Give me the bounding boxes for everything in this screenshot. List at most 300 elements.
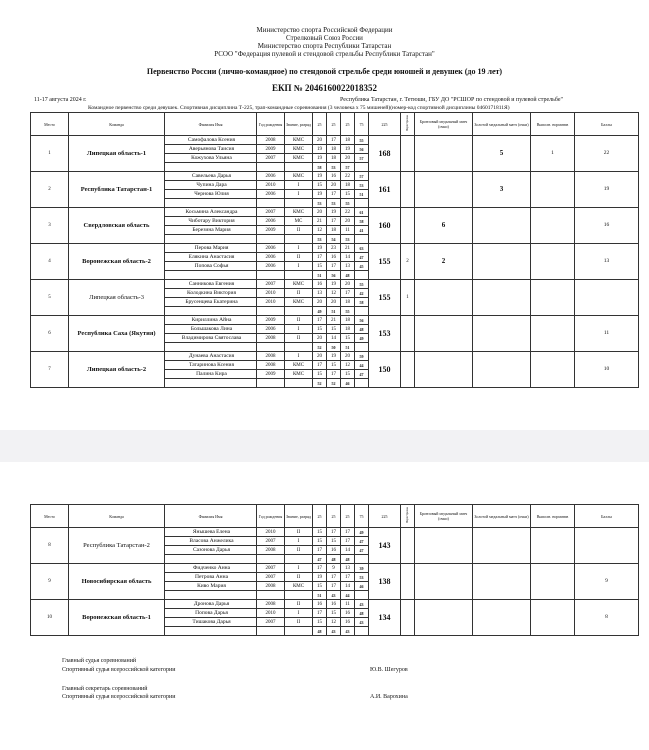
bronze-match-score <box>415 280 473 316</box>
series-2-sum: 53 <box>327 163 341 172</box>
series-1-score: 20 <box>313 334 327 343</box>
gold-match-score <box>473 600 531 636</box>
series-3-sum: 46 <box>341 379 355 388</box>
series-2-sum: 43 <box>327 591 341 600</box>
athlete-year: 2008 <box>257 334 285 343</box>
competition-title: Первенство России (лично-командное) по стендовой стрельбе среди юношей и девушек (до 19 лет) <box>146 67 503 76</box>
athlete-name: Чиботару Виктория <box>165 217 257 226</box>
col-series-1: 25 <box>313 113 327 136</box>
athlete-total-75: 51 <box>355 190 369 199</box>
series-2-score: 9 <box>327 564 341 573</box>
athlete-name: Палина Кира <box>165 370 257 379</box>
empty-cell <box>257 307 285 316</box>
empty-cell <box>257 555 285 564</box>
athlete-year: 2007 <box>257 618 285 627</box>
series-1-score: 20 <box>313 136 327 145</box>
col-bronze-match: Бронзовый медальный матч (очки) <box>415 505 473 528</box>
series-1-score: 17 <box>313 316 327 325</box>
series-3-score: 19 <box>341 145 355 154</box>
series-1-score: 12 <box>313 226 327 235</box>
shootoff-value: 1 <box>401 280 415 316</box>
empty-cell <box>165 591 257 600</box>
athlete-total-75: 47 <box>355 537 369 546</box>
series-1-sum: 52 <box>313 343 327 352</box>
empty-cell <box>355 627 369 636</box>
athlete-total-75: 56 <box>355 316 369 325</box>
athlete-name: Сазонова Дарья <box>165 546 257 555</box>
series-2-score: 18 <box>327 154 341 163</box>
series-3-score: 20 <box>341 217 355 226</box>
athlete-rank: I <box>285 190 313 199</box>
athlete-row <box>31 208 639 217</box>
chief-judge-category: Спортивный судья всероссийской категории <box>62 667 176 673</box>
athlete-total-75: 47 <box>355 370 369 379</box>
athlete-total-75: 49 <box>355 528 369 537</box>
series-1-score: 15 <box>313 537 327 546</box>
series-2-score: 17 <box>327 370 341 379</box>
col-place: Место <box>31 113 69 136</box>
gold-match-score <box>473 280 531 316</box>
team-name: Республика Татарстан-2 <box>69 528 165 564</box>
header-line-3: Министерство спорта Республики Татарстан <box>257 42 392 50</box>
athlete-year: 2007 <box>257 280 285 289</box>
athlete-name: Тишакова Дарья <box>165 618 257 627</box>
series-3-score: 15 <box>341 370 355 379</box>
athlete-row <box>31 316 639 325</box>
bronze-match-score <box>415 600 473 636</box>
col-series-2: 25 <box>327 505 341 528</box>
series-2-sum: 53 <box>327 199 341 208</box>
athlete-name: Фидченко Анна <box>165 564 257 573</box>
series-1-score: 20 <box>313 208 327 217</box>
series-1-score: 19 <box>313 154 327 163</box>
athlete-rank: КМС <box>285 370 313 379</box>
series-3-score: 18 <box>341 181 355 190</box>
gold-match-score: 3 <box>473 172 531 208</box>
chief-judge-title: Главный судья соревнований <box>62 658 137 664</box>
col-series-3: 25 <box>341 113 355 136</box>
athlete-rank: II <box>285 600 313 609</box>
team-points <box>575 528 639 564</box>
empty-cell <box>257 271 285 280</box>
athlete-name: Березина Мария <box>165 226 257 235</box>
series-2-score: 12 <box>327 618 341 627</box>
col-points: Баллы <box>575 505 639 528</box>
bronze-match-score <box>415 528 473 564</box>
series-1-score: 15 <box>313 618 327 627</box>
athlete-rank: II <box>285 546 313 555</box>
athlete-rank: I <box>285 244 313 253</box>
series-2-sum: 43 <box>327 627 341 636</box>
series-2-score: 17 <box>327 262 341 271</box>
series-2-score: 16 <box>327 253 341 262</box>
series-1-score: 15 <box>313 370 327 379</box>
series-2-score: 17 <box>327 136 341 145</box>
team-place: 10 <box>31 600 69 636</box>
athlete-rank: II <box>285 334 313 343</box>
norm-value <box>531 564 575 600</box>
athlete-year: 2006 <box>257 262 285 271</box>
athlete-year: 2010 <box>257 181 285 190</box>
athlete-name: Власова Анжелика <box>165 537 257 546</box>
norm-value <box>531 352 575 388</box>
series-1-score: 20 <box>313 298 327 307</box>
gold-match-score: 5 <box>473 136 531 172</box>
athlete-name: Попова Дарья <box>165 609 257 618</box>
series-2-score: 16 <box>327 546 341 555</box>
series-1-score: 16 <box>313 280 327 289</box>
col-norm: Выполн. норматив <box>531 113 575 136</box>
athlete-rank: II <box>285 289 313 298</box>
empty-cell <box>165 343 257 352</box>
series-2-score: 16 <box>327 600 341 609</box>
empty-cell <box>285 307 313 316</box>
athlete-rank: КМС <box>285 172 313 181</box>
series-3-sum: 55 <box>341 307 355 316</box>
bronze-match-score: 6 <box>415 208 473 244</box>
series-3-sum: 48 <box>341 271 355 280</box>
empty-cell <box>165 307 257 316</box>
athlete-year: 2006 <box>257 217 285 226</box>
series-2-score: 19 <box>327 352 341 361</box>
series-2-score: 17 <box>327 217 341 226</box>
series-2-sum: 56 <box>327 271 341 280</box>
series-2-score: 17 <box>327 190 341 199</box>
athlete-total-75: 46 <box>355 582 369 591</box>
series-3-score: 22 <box>341 172 355 181</box>
shootoff-value <box>401 528 415 564</box>
col-total-225: 225 <box>369 505 401 528</box>
series-1-score: 19 <box>313 145 327 154</box>
athlete-rank: I <box>285 181 313 190</box>
athlete-total-75: 58 <box>355 217 369 226</box>
athlete-name: Киво Мария <box>165 582 257 591</box>
col-team: Команда <box>69 505 165 528</box>
athlete-year: 2010 <box>257 289 285 298</box>
shootoff-value <box>401 600 415 636</box>
series-1-score: 17 <box>313 546 327 555</box>
col-series-1: 25 <box>313 505 327 528</box>
bronze-match-score <box>415 564 473 600</box>
competition-dates: 11-17 августа 2024 г. <box>34 97 87 103</box>
athlete-year: 2008 <box>257 546 285 555</box>
empty-cell <box>285 343 313 352</box>
athlete-name: Дронова Дарья <box>165 600 257 609</box>
series-3-score: 22 <box>341 208 355 217</box>
norm-value <box>531 244 575 280</box>
team-place: 3 <box>31 208 69 244</box>
ekp-number: ЕКП № 2046160022018352 <box>271 83 378 93</box>
results-table-2 <box>30 504 639 636</box>
series-3-score: 20 <box>341 280 355 289</box>
athlete-total-75: 56 <box>355 145 369 154</box>
series-1-score: 16 <box>313 600 327 609</box>
empty-cell <box>285 199 313 208</box>
col-gold-match: Золотой медальный матч (очки) <box>473 113 531 136</box>
athlete-year: 2010 <box>257 609 285 618</box>
athlete-name: Татаринова Ксения <box>165 361 257 370</box>
col-team: Команда <box>69 113 165 136</box>
empty-cell <box>257 379 285 388</box>
athlete-total-75: 55 <box>355 280 369 289</box>
athlete-year: 2007 <box>257 154 285 163</box>
team-name: Липецкая область-3 <box>69 280 165 316</box>
athlete-total-75: 59 <box>355 352 369 361</box>
team-points: 9 <box>575 564 639 600</box>
series-3-sum: 51 <box>341 343 355 352</box>
team-total-225: 134 <box>369 600 401 636</box>
series-3-score: 18 <box>341 298 355 307</box>
series-1-score: 19 <box>313 244 327 253</box>
series-1-score: 19 <box>313 573 327 582</box>
empty-cell <box>257 235 285 244</box>
athlete-year: 2007 <box>257 208 285 217</box>
athlete-year: 2007 <box>257 573 285 582</box>
col-name: Фамилия Имя <box>165 505 257 528</box>
empty-cell <box>285 271 313 280</box>
series-1-sum: 51 <box>313 591 327 600</box>
norm-value <box>531 600 575 636</box>
series-2-sum: 51 <box>327 307 341 316</box>
athlete-row <box>31 136 639 145</box>
athlete-name: Перова Мария <box>165 244 257 253</box>
series-1-sum: 47 <box>313 555 327 564</box>
athlete-rank: II <box>285 528 313 537</box>
team-points: 8 <box>575 600 639 636</box>
chief-secretary-name: А.И. Варохина <box>370 694 408 700</box>
team-total-225: 150 <box>369 352 401 388</box>
athlete-rank: I <box>285 564 313 573</box>
team-name: Республика Саха (Якутия) <box>69 316 165 352</box>
series-1-sum: 53 <box>313 235 327 244</box>
series-3-score: 17 <box>341 528 355 537</box>
series-1-sum: 48 <box>313 627 327 636</box>
series-2-score: 17 <box>327 573 341 582</box>
series-1-score: 17 <box>313 361 327 370</box>
bronze-match-score <box>415 136 473 172</box>
norm-value <box>531 280 575 316</box>
athlete-year: 2009 <box>257 145 285 154</box>
series-2-score: 23 <box>327 244 341 253</box>
series-3-score: 18 <box>341 316 355 325</box>
athlete-row <box>31 564 639 573</box>
series-1-sum: 52 <box>313 379 327 388</box>
athlete-year: 2008 <box>257 361 285 370</box>
series-3-score: 14 <box>341 546 355 555</box>
norm-value: 1 <box>531 136 575 172</box>
series-3-score: 18 <box>341 136 355 145</box>
gold-match-score <box>473 352 531 388</box>
series-2-score: 17 <box>327 528 341 537</box>
team-total-225: 155 <box>369 280 401 316</box>
athlete-year: 2009 <box>257 370 285 379</box>
series-1-score: 19 <box>313 190 327 199</box>
team-place: 4 <box>31 244 69 280</box>
athlete-rank: I <box>285 537 313 546</box>
col-shootoff: Перестрелка <box>401 113 415 136</box>
athlete-rank: II <box>285 253 313 262</box>
athlete-total-75: 47 <box>355 546 369 555</box>
series-3-score: 12 <box>341 361 355 370</box>
team-total-225: 138 <box>369 564 401 600</box>
athlete-rank: I <box>285 262 313 271</box>
chief-judge-name: Ю.В. Шегуров <box>370 667 408 673</box>
athlete-year: 2006 <box>257 325 285 334</box>
table-header-row <box>31 113 639 136</box>
series-1-score: 15 <box>313 181 327 190</box>
athlete-row <box>31 280 639 289</box>
shootoff-value <box>401 136 415 172</box>
empty-cell <box>355 555 369 564</box>
series-3-score: 15 <box>341 334 355 343</box>
empty-cell <box>257 627 285 636</box>
empty-cell <box>355 163 369 172</box>
team-place: 9 <box>31 564 69 600</box>
shootoff-value <box>401 352 415 388</box>
athlete-year: 2006 <box>257 244 285 253</box>
norm-value <box>531 316 575 352</box>
empty-cell <box>355 379 369 388</box>
series-1-score: 17 <box>313 253 327 262</box>
athlete-year: 2009 <box>257 316 285 325</box>
bronze-match-score: 2 <box>415 244 473 280</box>
series-2-score: 18 <box>327 145 341 154</box>
athlete-total-75: 49 <box>355 334 369 343</box>
empty-cell <box>257 591 285 600</box>
header-line-2: Стрелковый Союз России <box>286 34 363 42</box>
series-3-score: 16 <box>341 609 355 618</box>
series-2-score: 17 <box>327 582 341 591</box>
series-2-score: 12 <box>327 289 341 298</box>
series-3-score: 17 <box>341 573 355 582</box>
competition-venue: Республика Татарстан, г. Тетюши, ГБУ ДО "РСШОР по стендовой и пулевой стрельбе" <box>340 97 563 103</box>
empty-cell <box>355 591 369 600</box>
empty-cell <box>165 199 257 208</box>
series-2-score: 20 <box>327 298 341 307</box>
team-points: 10 <box>575 352 639 388</box>
series-1-score: 19 <box>313 172 327 181</box>
athlete-name: Косьмина Александра <box>165 208 257 217</box>
athlete-name: Колодкина Виктория <box>165 289 257 298</box>
team-points: 22 <box>575 136 639 172</box>
col-series-3: 25 <box>341 505 355 528</box>
series-2-sum: 52 <box>327 379 341 388</box>
athlete-year: 2006 <box>257 172 285 181</box>
series-3-score: 17 <box>341 289 355 298</box>
athlete-row <box>31 600 639 609</box>
header-line-1: Министерство спорта Российской Федерации <box>256 26 393 34</box>
series-1-sum: 58 <box>313 163 327 172</box>
series-3-sum: 43 <box>341 627 355 636</box>
bronze-match-score <box>415 316 473 352</box>
athlete-rank: I <box>285 352 313 361</box>
series-3-sum: 48 <box>341 555 355 564</box>
athlete-rank: I <box>285 325 313 334</box>
empty-cell <box>285 555 313 564</box>
athlete-name: Петрова Анна <box>165 573 257 582</box>
team-points: 13 <box>575 244 639 280</box>
athlete-year: 2008 <box>257 582 285 591</box>
col-total-75: 75 <box>355 113 369 136</box>
athlete-total-75: 57 <box>355 154 369 163</box>
athlete-total-75: 41 <box>355 226 369 235</box>
col-rank: Звание, разряд <box>285 505 313 528</box>
team-name: Свердловская область <box>69 208 165 244</box>
athlete-name: Санникова Евгения <box>165 280 257 289</box>
series-2-score: 18 <box>327 226 341 235</box>
series-1-sum: 51 <box>313 271 327 280</box>
empty-cell <box>165 271 257 280</box>
series-3-sum: 57 <box>341 163 355 172</box>
athlete-name: Брусенцева Екатерина <box>165 298 257 307</box>
series-2-score: 19 <box>327 208 341 217</box>
series-3-score: 20 <box>341 154 355 163</box>
results-table-1 <box>30 112 639 388</box>
empty-cell <box>355 307 369 316</box>
team-total-225: 155 <box>369 244 401 280</box>
team-name: Липецкая область-1 <box>69 136 165 172</box>
athlete-total-75: 39 <box>355 564 369 573</box>
team-name: Воронежская область-2 <box>69 244 165 280</box>
col-year: Год рождения <box>257 505 285 528</box>
bronze-match-score <box>415 352 473 388</box>
empty-cell <box>285 379 313 388</box>
team-name: Новосибирская область <box>69 564 165 600</box>
empty-cell <box>257 199 285 208</box>
athlete-name: Самофалова Ксения <box>165 136 257 145</box>
athlete-rank: II <box>285 316 313 325</box>
series-1-score: 17 <box>313 609 327 618</box>
athlete-name: Аверьянова Таисия <box>165 145 257 154</box>
series-2-score: 16 <box>327 172 341 181</box>
team-points <box>575 280 639 316</box>
athlete-total-75: 44 <box>355 361 369 370</box>
athlete-rank: КМС <box>285 208 313 217</box>
athlete-name: Савельева Дарья <box>165 172 257 181</box>
athlete-year: 2006 <box>257 253 285 262</box>
team-place: 2 <box>31 172 69 208</box>
gold-match-score <box>473 316 531 352</box>
athlete-rank: I <box>285 609 313 618</box>
athlete-rank: II <box>285 573 313 582</box>
athlete-rank: КМС <box>285 361 313 370</box>
series-2-score: 15 <box>327 537 341 546</box>
team-points: 19 <box>575 172 639 208</box>
col-series-2: 25 <box>327 113 341 136</box>
series-3-sum: 44 <box>341 591 355 600</box>
team-place: 7 <box>31 352 69 388</box>
gold-match-score <box>473 208 531 244</box>
empty-cell <box>355 199 369 208</box>
series-3-score: 21 <box>341 244 355 253</box>
col-points: Баллы <box>575 113 639 136</box>
series-1-score: 21 <box>313 217 327 226</box>
athlete-total-75: 57 <box>355 172 369 181</box>
norm-value <box>531 172 575 208</box>
chief-secretary-category: Спортивный судья всероссийской категории <box>62 694 176 700</box>
athlete-total-75: 48 <box>355 325 369 334</box>
col-total-75: 75 <box>355 505 369 528</box>
series-2-score: 15 <box>327 361 341 370</box>
team-total-225: 143 <box>369 528 401 564</box>
series-3-score: 11 <box>341 226 355 235</box>
athlete-total-75: 61 <box>355 208 369 217</box>
series-1-score: 15 <box>313 325 327 334</box>
series-3-score: 14 <box>341 582 355 591</box>
series-3-score: 11 <box>341 600 355 609</box>
athlete-row <box>31 244 639 253</box>
empty-cell <box>355 271 369 280</box>
